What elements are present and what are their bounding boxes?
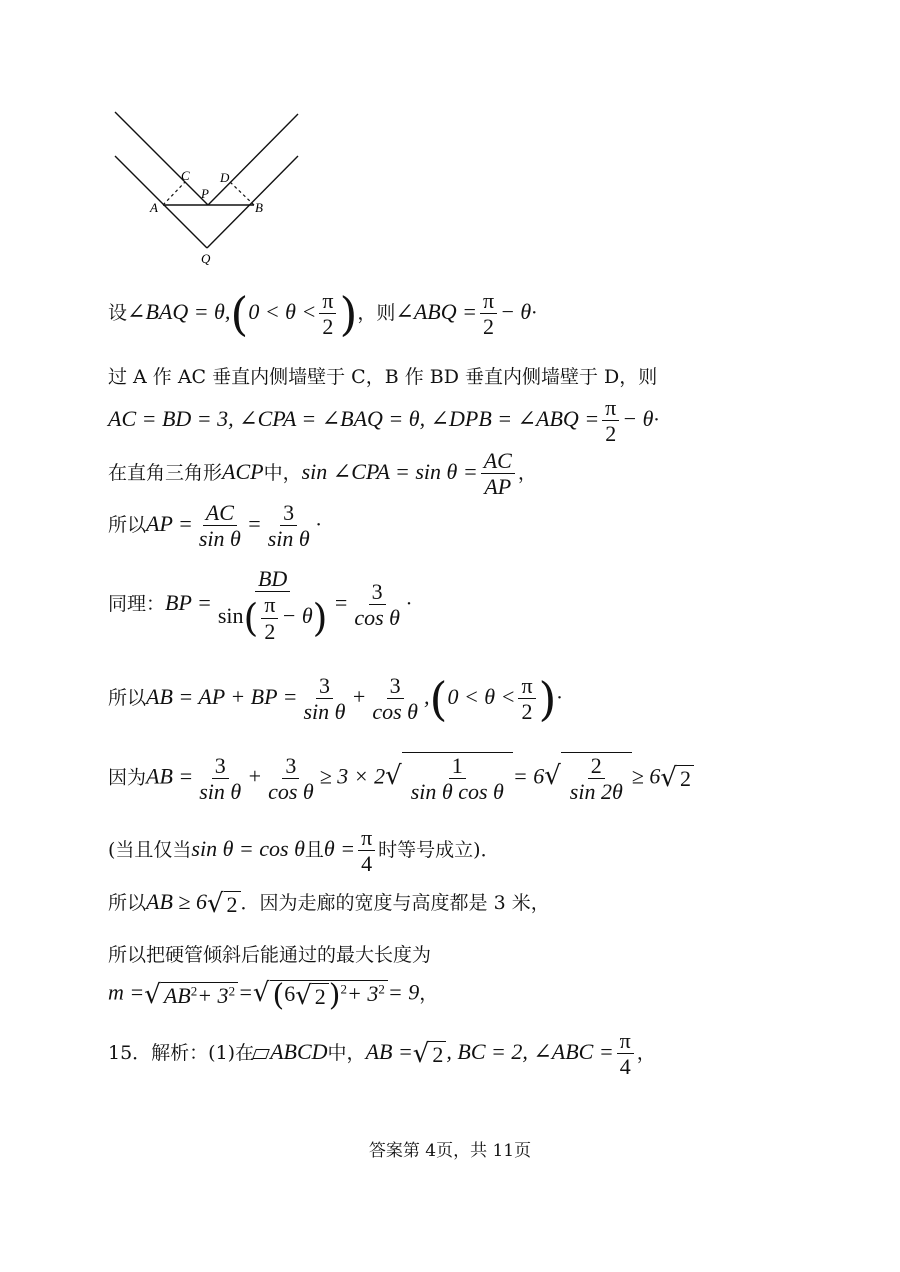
label-a: A [150, 200, 158, 215]
line-11: 所以把硬管倾斜后能通过的最大长度为 [108, 944, 432, 966]
label-q: Q [201, 251, 211, 266]
label-p: P [201, 186, 209, 201]
line-4: 在直角三角形ACP中，sin ∠CPA = sin θ = $\frac{AC}{AP}$ ， [108, 448, 537, 500]
line-9: (当且仅当sin θ = cos θ且θ = $\frac{\pi}{4}$ 时等号成立)． [108, 825, 500, 877]
corridor-diagram [108, 108, 308, 268]
line-3: AC = BD = 3, ∠CPA = ∠BAQ = θ, ∠DPB = ∠ABQ = $\frac{\pi}{2}$ − θ· [108, 395, 660, 447]
parallelogram-icon [252, 1049, 270, 1059]
label-b: B [255, 200, 263, 215]
label-d: D [220, 170, 230, 185]
line-12: m =√ $AB^2+ 3^2$ =√ (6√ 2 )$^2+ 3^2 = 9$， [108, 978, 439, 1013]
line-13: 15．解析：(1)在 ABCD中，AB =√ 2 , BC = 2, ∠ABC = $\frac{\pi}{4}$ ， [108, 1028, 656, 1080]
line-5: 所以AP = $\frac{AC}{\text{sin θ}}$ = $\frac{3}{\text{sin θ}}$ · [108, 500, 322, 552]
line-10: 所以AB ≥ 6√ 2 ．因为走廊的宽度与高度都是 3 米， [108, 889, 550, 919]
label-c: C [181, 168, 190, 183]
line-6: 同理：BP = BD sin( $\frac{\pi}{2}$ − θ) = $\frac{3}{\text{cos θ}}$ · [108, 566, 412, 644]
line-7: 所以AB = AP + BP = $\frac{3}{\text{sin θ}}$ + $\frac{3}{\text{cos θ}}$ ,(0 < θ < $\frac{\pi}{2}$ )· [108, 671, 563, 726]
line-8: 因为AB = $\frac{3}{\text{sin θ}}$ + $\frac{3}{\text{cos θ}}$ ≥ 3 × 2√ $\frac{1}{\text{sin θ cos θ}}$ = 6√ $\frac{2}{\sin 2\theta}$ ≥ 6√ 2 [108, 752, 694, 805]
page-footer: 答案第 4页，共 11页 [368, 1141, 532, 1161]
line-2: 过 A 作 AC 垂直内侧墙壁于 C，B 作 BD 垂直内侧墙壁于 D，则 [108, 366, 658, 388]
line-1: 设∠BAQ = θ,(0 < θ < $\frac{\pi}{2}$ )，则∠ABQ = $\frac{\pi}{2}$ − θ· [108, 286, 538, 341]
